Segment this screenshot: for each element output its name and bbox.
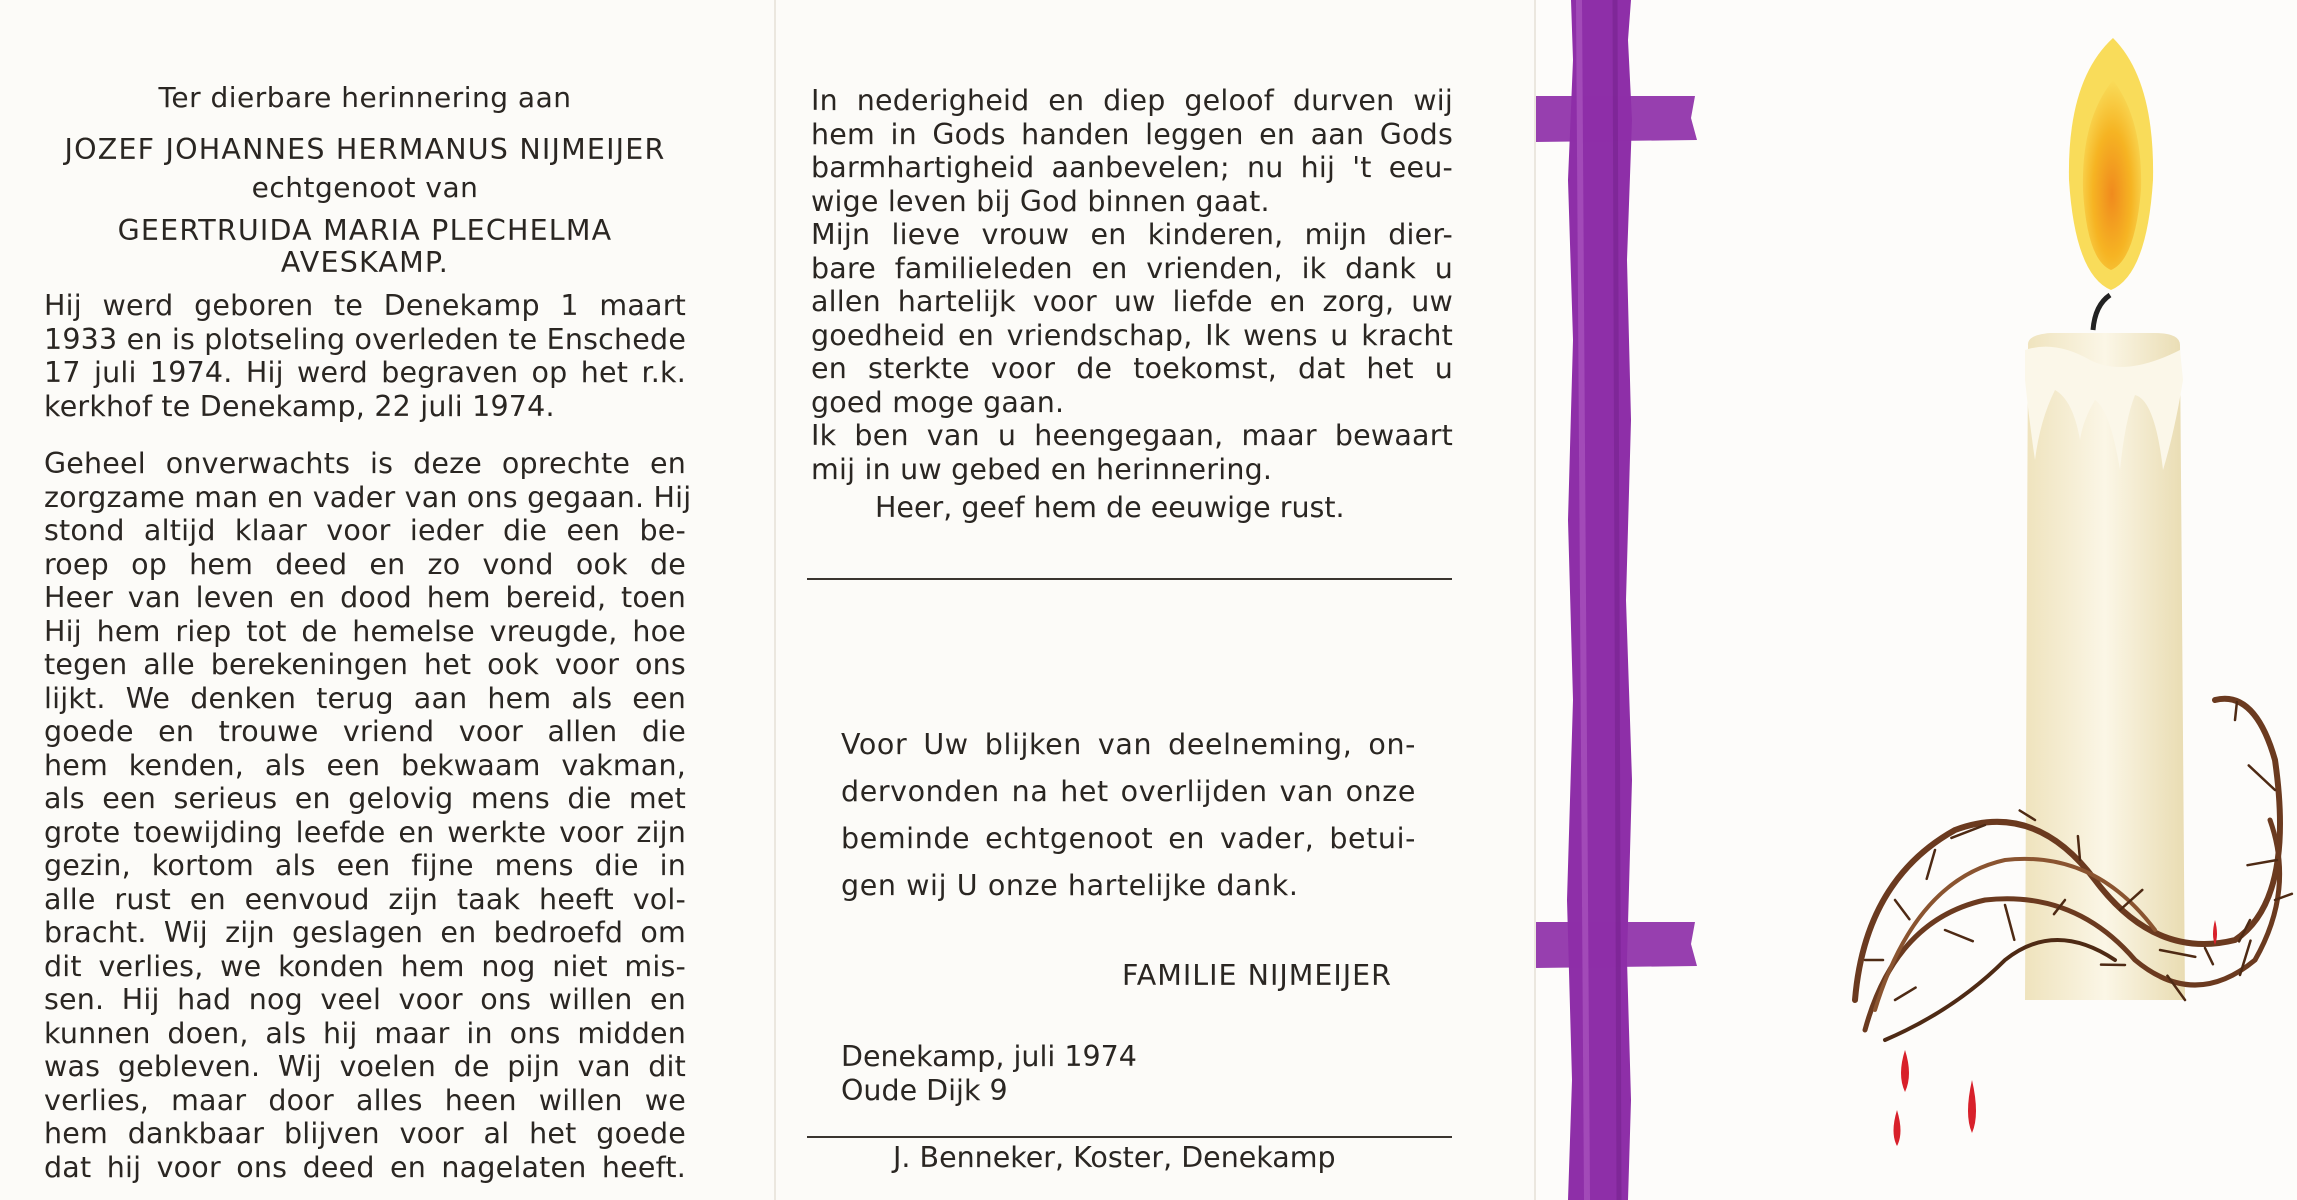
- address: Oude Dijk 9: [841, 1074, 1008, 1107]
- tribute-line: dat hij voor ons deed en nagelaten heeft.: [44, 1150, 686, 1184]
- thorn-spike: [2005, 905, 2014, 940]
- tribute-line: sen. Hij had nog veel voor ons willen en: [44, 983, 686, 1016]
- prayer-line: barmhartigheid aanbevelen; nu hij 't eeu-: [811, 151, 1453, 184]
- bio-line: 1933 en is plotseling overleden te Enschede: [44, 322, 687, 356]
- fold-line: [1534, 0, 1536, 1200]
- tribute-line: was gebleven. Wij voelen de pijn van dit: [44, 1050, 686, 1083]
- intro-line: Ter dierbare herinnering aan: [158, 81, 572, 114]
- cross-upright: [1567, 0, 1632, 1200]
- spouse-name-line1: GEERTRUIDA MARIA PLECHELMA: [117, 214, 613, 247]
- prayer-line: hem in Gods handen leggen en aan Gods: [811, 117, 1453, 151]
- tribute-line: dit verlies, we konden hem nog niet mis-: [44, 949, 686, 983]
- thanks-line: Voor Uw blijken van deelneming, on-: [841, 728, 1416, 761]
- printer-credit: J. Benneker, Koster, Denekamp: [893, 1141, 1336, 1174]
- blood-drop: [1968, 1080, 1976, 1133]
- tribute-line: lijkt. We denken terug aan hem als een: [44, 681, 686, 715]
- prayer-line: Ik ben van u heengegaan, maar bewaart: [811, 419, 1453, 452]
- divider-top: [807, 578, 1452, 580]
- tribute-line: bracht. Wij zijn geslagen en bedroefd om: [44, 916, 686, 949]
- tribute-line: hem kenden, als een bekwaam vakman,: [44, 748, 686, 782]
- tribute-line: Hij hem riep tot de hemelse vreugde, hoe: [44, 614, 686, 648]
- deceased-name: JOZEF JOHANNES HERMANUS NIJMEIJER: [64, 133, 666, 166]
- tribute-line: kunnen doen, als hij maar in ons midden: [44, 1016, 686, 1050]
- prayer-line: bare familieleden en vrienden, ik dank u: [811, 251, 1453, 285]
- prayer-line: goed moge gaan.: [811, 385, 1065, 419]
- thorn-spike: [2235, 702, 2237, 720]
- thanks-note: [841, 721, 1416, 909]
- bio-line: Hij werd geboren te Denekamp 1 maart: [44, 289, 686, 322]
- purple-cross: [1535, 0, 1697, 1200]
- thanks-line: dervonden na het overlijden van onze: [841, 775, 1416, 808]
- bio-line: 17 juli 1974. Hij werd begraven op het r.k.: [44, 356, 686, 389]
- prayer-line: allen hartelijk voor uw liefde en zorg, uw: [811, 285, 1453, 318]
- spouse-intro: echtgenoot van: [251, 171, 479, 204]
- blood-drop: [1894, 1110, 1901, 1146]
- prayer-line: In nederigheid en diep geloof durven wij: [811, 84, 1453, 117]
- thorn-spike: [2205, 948, 2213, 964]
- tribute-line: Heer van leven en dood hem bereid, toen: [44, 581, 686, 614]
- tribute-line: verlies, maar door alles heen willen we: [44, 1083, 686, 1117]
- closing-prayer: Heer, geef hem de eeuwige rust.: [875, 491, 1345, 524]
- prayer-line: Mijn lieve vrouw en kinderen, mijn dier-: [811, 218, 1453, 251]
- family-signature: FAMILIE NIJMEIJER: [1122, 959, 1392, 992]
- tribute-line: tegen alle berekeningen het ook voor ons: [44, 648, 686, 681]
- tribute-line: alle rust en eenvoud zijn taak heeft vol-: [44, 882, 686, 916]
- thorn-spike: [1927, 850, 1935, 879]
- thanks-line: gen wij U onze hartelijke dank.: [841, 869, 1299, 902]
- spouse-name-line2: AVESKAMP.: [280, 246, 450, 279]
- thorn-spike: [2249, 765, 2275, 790]
- middle-panel: [775, 0, 1535, 1200]
- prayer-line: mij in uw gebed en herinnering.: [811, 452, 1273, 486]
- tribute-line: hem dankbaar blijven voor al het goede: [44, 1117, 686, 1150]
- biography: [44, 289, 686, 423]
- thorn-spike: [2248, 860, 2278, 865]
- tribute-line: grote toewijding leefde en werkte voor zijn: [44, 815, 686, 849]
- prayer-line: en sterkte voor de toekomst, dat het u: [811, 352, 1453, 385]
- divider-bottom: [807, 1136, 1452, 1138]
- candle-wick: [2093, 295, 2110, 330]
- tribute: [44, 447, 692, 1184]
- prayer-line: goedheid en vriendschap, Ik wens u kracht: [811, 318, 1453, 352]
- thanks-line: beminde echtgenoot en vader, betui-: [841, 822, 1416, 855]
- tribute-line: goede en trouwe vriend voor allen die: [44, 715, 686, 748]
- tribute-line: stond altijd klaar voor ieder die een be-: [44, 514, 686, 547]
- thorn-spike: [1945, 930, 1973, 941]
- prayer-line: wige leven bij God binnen gaat.: [811, 184, 1270, 218]
- left-panel: [0, 0, 775, 1200]
- right-panel: [1535, 0, 2297, 1200]
- tribute-line: roep op hem deed en zo vond ook de: [44, 547, 686, 581]
- tribute-line: Geheel onverwachts is deze oprechte en: [44, 447, 686, 480]
- thorn-spike: [1895, 900, 1909, 919]
- tribute-line: als een serieus en gelovig mens die met: [44, 782, 686, 815]
- place-date: Denekamp, juli 1974: [841, 1040, 1137, 1073]
- tribute-line: zorgzame man en vader van ons gegaan. Hij: [44, 480, 692, 514]
- prayer: [811, 84, 1453, 486]
- candle-illustration: [1535, 0, 2297, 1200]
- bio-line: kerkhof te Denekamp, 22 juli 1974.: [44, 389, 555, 423]
- tribute-line: gezin, kortom als een fijne mens die in: [44, 849, 686, 882]
- thorn-spike: [1895, 988, 1916, 1000]
- blood-drop: [1901, 1050, 1909, 1092]
- flame: [2069, 38, 2153, 290]
